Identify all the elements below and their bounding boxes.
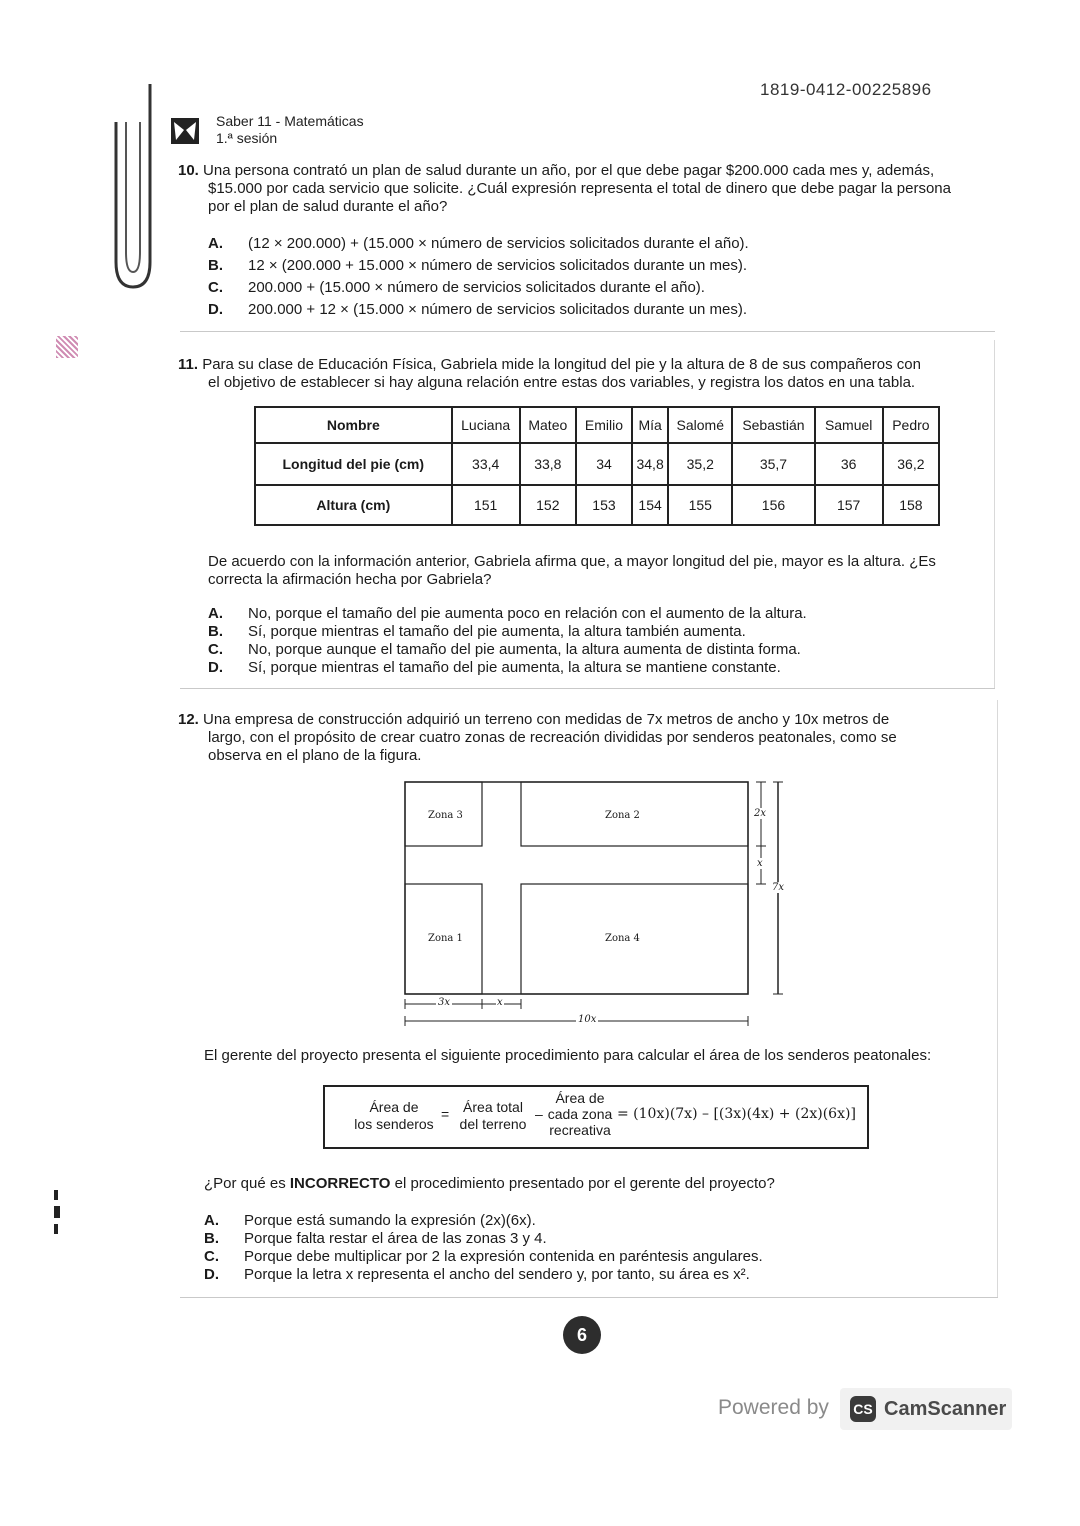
land-plan-figure	[380, 770, 800, 1030]
option-text: No, porque el tamaño del pie aumenta poco en relación con el aumento de la altura.	[248, 605, 807, 622]
dim-3x-label: 3x	[438, 997, 451, 1008]
option-text: 200.000 + (15.000 × número de servicios solicitados durante el año).	[248, 279, 705, 296]
table-row	[255, 443, 939, 485]
powered-by-text: Powered by	[718, 1396, 829, 1419]
section-divider	[180, 1297, 998, 1298]
dim-2x-label: 2x	[754, 808, 767, 819]
question-12	[178, 711, 998, 765]
option-letter: B.	[208, 257, 223, 274]
question-10	[178, 162, 998, 216]
section-divider	[180, 688, 995, 689]
margin-marks	[54, 1190, 60, 1240]
option-letter: B.	[204, 1230, 219, 1247]
option-a[interactable]	[208, 605, 807, 623]
option-text: (12 × 200.000) + (15.000 × número de servicios solicitados durante el año).	[248, 235, 749, 252]
option-b[interactable]	[204, 1230, 547, 1248]
formula-term-zones	[543, 1090, 617, 1138]
dim-x-right-label: x	[757, 858, 763, 869]
exam-title: Saber 11 - Matemáticas	[216, 113, 364, 129]
option-letter: A.	[208, 605, 223, 622]
question-number: 11.	[178, 356, 199, 373]
option-letter: C.	[208, 279, 223, 296]
prompt-emphasis: INCORRECTO	[289, 1175, 391, 1192]
data-table	[254, 406, 940, 526]
section-divider	[180, 331, 995, 332]
table-header-row	[255, 407, 939, 443]
formula-text: cada zona	[547, 1106, 613, 1122]
prompt-text: el procedimiento presentado por el gerente del proyecto?	[390, 1175, 775, 1192]
formula-term-total	[453, 1099, 533, 1133]
table-row	[255, 485, 939, 525]
question-text: largo, con el propósito de crear cuatro zonas de recreación divididas por senderos peatonales, como se	[208, 729, 897, 746]
table-header-cell: Mateo	[520, 407, 576, 443]
question-followup	[208, 553, 998, 589]
option-a[interactable]	[208, 235, 749, 253]
question-number: 12.	[178, 711, 199, 728]
table-row-label: Longitud del pie (cm)	[255, 443, 452, 485]
formula-text: del terreno	[459, 1116, 527, 1132]
section-border	[994, 340, 995, 688]
table-header-cell: Samuel	[815, 407, 883, 443]
question-text: por el plan de salud durante el año?	[208, 198, 448, 215]
option-text: 12 × (200.000 + 15.000 × número de servicios solicitados durante un mes).	[248, 257, 748, 274]
binder-clip	[108, 82, 158, 292]
option-b[interactable]	[208, 623, 746, 641]
formula-text: Área total	[463, 1099, 523, 1115]
question-text: el objetivo de establecer si hay alguna relación entre estas dos variables, y registra los datos en una tabla.	[208, 374, 916, 391]
header-title	[216, 113, 364, 147]
prompt-text: ¿Por qué es	[204, 1175, 290, 1192]
table-cell: 157	[815, 485, 883, 525]
manager-text: El gerente del proyecto presenta el siguiente procedimiento para calcular el área de los senderos peatonales:	[204, 1047, 932, 1064]
table-cell: 36	[815, 443, 883, 485]
table-header-cell: Pedro	[883, 407, 939, 443]
question-text: De acuerdo con la información anterior, Gabriela afirma que, a mayor longitud del pie, mayor es la altura. ¿Es	[208, 553, 936, 570]
camscanner-brand: CamScanner	[884, 1397, 1007, 1420]
option-c[interactable]	[208, 641, 801, 659]
formula-minus: –	[535, 1106, 543, 1122]
formula-text: Área de	[369, 1099, 419, 1115]
option-d[interactable]	[208, 659, 781, 677]
option-text: 200.000 + 12 × (15.000 × número de servicios solicitados durante un mes).	[248, 301, 748, 318]
option-letter: D.	[204, 1266, 219, 1283]
option-c[interactable]	[208, 279, 705, 297]
exam-session: 1.ª sesión	[216, 130, 278, 146]
option-text: Porque la letra x representa el ancho del sendero y, por tanto, su área es x².	[244, 1266, 750, 1283]
question-prompt	[204, 1175, 1004, 1193]
option-text: Porque está sumando la expresión (2x)(6x).	[244, 1212, 536, 1229]
table-cell: 33,8	[520, 443, 576, 485]
formula-box	[323, 1085, 869, 1149]
table-cell: 35,7	[732, 443, 814, 485]
table-cell: 154	[632, 485, 668, 525]
option-text: Porque debe multiplicar por 2 la expresión contenida en paréntesis angulares.	[244, 1248, 763, 1265]
table-cell: 151	[452, 485, 520, 525]
table-cell: 34	[576, 443, 632, 485]
dim-10x-label: 10x	[578, 1014, 597, 1025]
section-border	[997, 700, 998, 1297]
document-code: 1819-0412-00225896	[760, 80, 932, 99]
table-cell: 33,4	[452, 443, 520, 485]
table-header-cell: Salomé	[668, 407, 732, 443]
option-d[interactable]	[208, 301, 747, 319]
option-letter: A.	[204, 1212, 219, 1229]
table-cell: 158	[883, 485, 939, 525]
formula-text: recreativa	[549, 1122, 611, 1138]
dim-7x-label: 7x	[772, 882, 785, 893]
option-b[interactable]	[208, 257, 747, 275]
option-d[interactable]	[204, 1266, 750, 1284]
zone-3-label: Zona 3	[428, 810, 463, 821]
question-text: Una persona contrató un plan de salud durante un año, por el que debe pagar $200.000 cada mes y, además,	[203, 162, 935, 179]
table-cell: 155	[668, 485, 732, 525]
question-text: Una empresa de construcción adquirió un terreno con medidas de 7x metros de ancho y 10x metros de	[203, 711, 890, 728]
camscanner-badge	[840, 1388, 1012, 1430]
table-header-cell: Nombre	[255, 407, 452, 443]
option-text: Sí, porque mientras el tamaño del pie aumenta, la altura se mantiene constante.	[248, 659, 781, 676]
formula-term-paths	[349, 1099, 439, 1133]
option-text: Sí, porque mientras el tamaño del pie aumenta, la altura también aumenta.	[248, 623, 746, 640]
table-header-cell: Sebastián	[732, 407, 814, 443]
page-number: 6	[563, 1316, 601, 1354]
formula-rhs: = (10x)(7x) – [(3x)(4x) + (2x)(6x)]	[617, 1106, 856, 1122]
table-cell: 156	[732, 485, 814, 525]
question-number: 10.	[178, 162, 199, 179]
zone-4-label: Zona 4	[605, 933, 640, 944]
land-plan-drawing	[380, 770, 800, 1030]
question-11	[178, 356, 998, 392]
table-cell: 153	[576, 485, 632, 525]
question-text: Para su clase de Educación Física, Gabriela mide la longitud del pie y la altura de 8 de sus compañeros con	[202, 356, 921, 373]
option-letter: B.	[208, 623, 223, 640]
option-letter: D.	[208, 301, 223, 318]
zone-1-label: Zona 1	[428, 933, 463, 944]
table-cell: 152	[520, 485, 576, 525]
option-letter: C.	[208, 641, 223, 658]
dim-x-bottom-label: x	[497, 997, 503, 1008]
zone-2-label: Zona 2	[605, 810, 640, 821]
formula-equals: =	[441, 1106, 450, 1122]
option-a[interactable]	[204, 1212, 536, 1230]
question-text: $15.000 por cada servicio que solicite. ¿Cuál expresión representa el total de dinero que debe pagar la persona	[208, 180, 951, 197]
option-text: No, porque aunque el tamaño del pie aumenta, la altura aumenta de distinta forma.	[248, 641, 801, 658]
table-header-cell: Emilio	[576, 407, 632, 443]
table-header-cell: Mía	[632, 407, 668, 443]
option-letter: C.	[204, 1248, 219, 1265]
formula-text: los senderos	[354, 1116, 434, 1132]
formula-text: Área de	[555, 1090, 605, 1106]
option-text: Porque falta restar el área de las zonas 3 y 4.	[244, 1230, 547, 1247]
scan-artifact	[56, 336, 78, 358]
table-header-cell: Luciana	[452, 407, 520, 443]
camscanner-logo-icon: CS	[850, 1396, 876, 1422]
option-letter: A.	[208, 235, 223, 252]
option-letter: D.	[208, 659, 223, 676]
table-cell: 35,2	[668, 443, 732, 485]
question-text: correcta la afirmación hecha por Gabriela?	[208, 571, 492, 588]
table-row-label: Altura (cm)	[255, 485, 452, 525]
table-cell: 36,2	[883, 443, 939, 485]
option-c[interactable]	[204, 1248, 763, 1266]
exam-logo-icon	[168, 114, 202, 148]
question-text: observa en el plano de la figura.	[208, 747, 422, 764]
table-cell: 34,8	[632, 443, 668, 485]
